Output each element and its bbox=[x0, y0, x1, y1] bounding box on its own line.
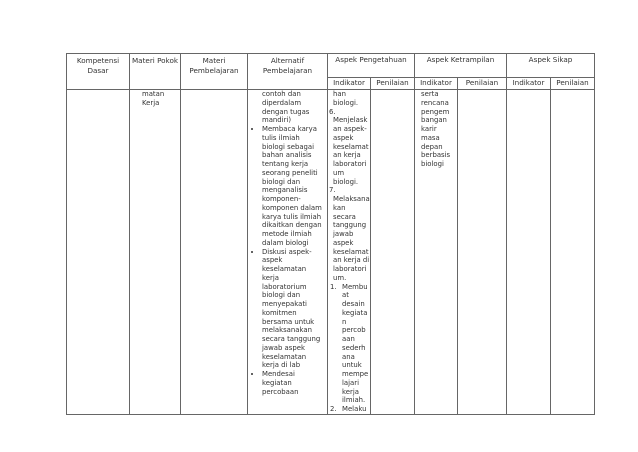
cell-alternatif-pembelajaran bbox=[248, 90, 328, 415]
alternatif-item-line: menyepakati bbox=[262, 300, 307, 308]
rpp-table bbox=[66, 53, 595, 415]
alternatif-item-line: melaksanakan bbox=[262, 326, 312, 335]
alternatif-item-line: komitmen bbox=[262, 308, 297, 317]
pengetahuan-subitem-line: percob bbox=[342, 326, 366, 335]
ketrampilan-line: rencana bbox=[421, 98, 449, 107]
pengetahuan-subitem-line: kegiata bbox=[342, 308, 368, 317]
pengetahuan-item-line: an kerja bbox=[333, 151, 361, 160]
pengetahuan-item-line: tanggung bbox=[333, 221, 367, 230]
pengetahuan-item-line: um. bbox=[333, 273, 347, 282]
pengetahuan-subitem-line: Membu bbox=[342, 282, 368, 291]
alternatif-item-line: percobaan bbox=[262, 387, 299, 396]
alternatif-item-line: seorang peneliti bbox=[262, 168, 318, 177]
pengetahuan-subitem-line: lajari bbox=[342, 378, 360, 387]
header-alternatif-pembelajaran: Alternatif Pembelajaran bbox=[248, 54, 328, 90]
cell-kompetensi-dasar bbox=[67, 90, 130, 415]
alternatif-item-line: • Diskusi aspek- bbox=[262, 247, 312, 256]
alternatif-item-line: bahan analisis bbox=[262, 151, 312, 160]
cell-penilaian-pengetahuan bbox=[371, 90, 415, 415]
alternatif-item-line: komponen- bbox=[262, 195, 301, 203]
pengetahuan-item-line: aspek bbox=[333, 238, 354, 247]
pengetahuan-subitem-line: kerja bbox=[342, 387, 359, 396]
alternatif-item-line: jawab aspek bbox=[262, 343, 305, 352]
cell-indikator-ketrampilan bbox=[415, 90, 458, 415]
alternatif-item-line: komponen dalam bbox=[262, 203, 322, 212]
cell-materi-pembelajaran bbox=[181, 90, 248, 415]
alternatif-line: contoh dan bbox=[262, 90, 301, 98]
alternatif-bullet-item bbox=[262, 248, 325, 371]
alternatif-item-line: • Mendesai bbox=[262, 370, 295, 378]
pengetahuan-subitem-line: ana bbox=[342, 352, 355, 361]
pengetahuan-subitem-line: aan bbox=[342, 335, 355, 343]
pengetahuan-item-line: biologi. bbox=[333, 177, 359, 186]
pengetahuan-item-number: 6. bbox=[329, 107, 336, 116]
alternatif-item-line: kerja di lab bbox=[262, 361, 301, 370]
pengetahuan-item-line: kan secara bbox=[333, 203, 356, 221]
alternatif-item-line: tulis ilmiah bbox=[262, 133, 300, 142]
pengetahuan-item-line: keselamat bbox=[333, 247, 369, 256]
pengetahuan-subitem-line: at bbox=[342, 291, 349, 300]
alternatif-item-line: biologi sebagai bbox=[262, 142, 315, 151]
ketrampilan-line: serta bbox=[421, 90, 439, 98]
alternatif-item-line: metode ilmiah bbox=[262, 230, 312, 238]
header-indikator-pengetahuan: Indikator bbox=[328, 78, 371, 90]
pengetahuan-item-line: laboratori bbox=[333, 160, 367, 168]
header-aspek-sikap: Aspek Sikap bbox=[507, 54, 595, 78]
pengetahuan-item-line: jawab bbox=[333, 230, 354, 238]
pengetahuan-subitem-number: 1. bbox=[330, 282, 337, 291]
materi-pokok-line: matan bbox=[142, 90, 165, 98]
pengetahuan-subitem-line: desain bbox=[342, 300, 365, 308]
alternatif-item-line: keselamatan bbox=[262, 352, 307, 361]
pengetahuan-subitem-line: Melaku bbox=[342, 405, 367, 413]
pengetahuan-item-line: an aspek- bbox=[333, 125, 367, 133]
ketrampilan-line: pengem bbox=[421, 107, 450, 116]
alternatif-bullet-item bbox=[262, 370, 325, 396]
header-materi-pembelajaran: Materi Pembelajaran bbox=[181, 54, 248, 90]
ketrampilan-line: biologi bbox=[421, 160, 444, 168]
alternatif-item-line: keselamatan bbox=[262, 265, 307, 273]
pengetahuan-item-line: keselamat bbox=[333, 142, 369, 151]
alternatif-item-line: biologi dan bbox=[262, 177, 301, 186]
cell-indikator-sikap bbox=[507, 90, 551, 415]
header-penilaian-ketrampilan: Penilaian bbox=[458, 78, 507, 90]
header-aspek-pengetahuan: Aspek Pengetahuan bbox=[328, 54, 415, 78]
alternatif-item-line: kerja bbox=[262, 273, 279, 282]
header-aspek-ketrampilan: Aspek Ketrampilan bbox=[415, 54, 507, 78]
header-penilaian-pengetahuan: Penilaian bbox=[371, 78, 415, 90]
ketrampilan-line: berbasis bbox=[421, 151, 451, 160]
alternatif-line: mandiri) bbox=[262, 116, 292, 125]
cell-penilaian-sikap bbox=[551, 90, 595, 415]
alternatif-line: diperdalam bbox=[262, 98, 302, 107]
pengetahuan-item-line: Melaksana bbox=[333, 195, 370, 203]
alternatif-item-line: dikaitkan dengan bbox=[262, 221, 322, 230]
pengetahuan-subitem-line: n bbox=[342, 317, 347, 326]
alternatif-item-line: karya tulis ilmiah bbox=[262, 212, 322, 221]
alternatif-item-line: biologi dan bbox=[262, 291, 301, 300]
pengetahuan-item bbox=[329, 108, 370, 187]
alternatif-item-line: aspek bbox=[262, 256, 283, 265]
alternatif-bullet-item bbox=[262, 125, 325, 248]
pengetahuan-subitem bbox=[329, 405, 370, 414]
header-indikator-ketrampilan: Indikator bbox=[415, 78, 458, 90]
pengetahuan-item-line: an kerja di bbox=[333, 256, 370, 265]
pengetahuan-line: han bbox=[333, 90, 346, 98]
header-penilaian-sikap: Penilaian bbox=[551, 78, 595, 90]
materi-pokok-line: Kerja bbox=[142, 98, 160, 107]
alternatif-line: dengan tugas bbox=[262, 107, 310, 116]
ketrampilan-line: depan bbox=[421, 142, 443, 151]
pengetahuan-item-line: aspek bbox=[333, 133, 354, 142]
pengetahuan-subitem-line: ilmiah. bbox=[342, 396, 366, 405]
ketrampilan-line: karir bbox=[421, 125, 437, 133]
pengetahuan-subitem-number: 2. bbox=[330, 405, 337, 413]
cell-penilaian-ketrampilan bbox=[458, 90, 507, 415]
pengetahuan-subitem-line: mempe bbox=[342, 370, 369, 378]
pengetahuan-subitem-line: untuk bbox=[342, 361, 362, 370]
alternatif-item-line: bersama untuk bbox=[262, 317, 315, 326]
cell-materi-pokok bbox=[130, 90, 181, 415]
pengetahuan-item-line: Menjelask bbox=[333, 116, 368, 125]
alternatif-item-line: kegiatan bbox=[262, 378, 292, 387]
ketrampilan-line: bangan bbox=[421, 116, 447, 125]
header-indikator-sikap: Indikator bbox=[507, 78, 551, 90]
header-materi-pokok: Materi Pokok bbox=[130, 54, 181, 90]
pengetahuan-subitem bbox=[329, 283, 370, 406]
alternatif-item-line: laboratorium bbox=[262, 282, 307, 291]
alternatif-item-line: • Membaca karya bbox=[262, 125, 317, 133]
pengetahuan-subitem-line: sederh bbox=[342, 343, 366, 352]
alternatif-item-line: menganalisis bbox=[262, 186, 308, 195]
header-kompetensi-dasar: Kompetensi Dasar bbox=[67, 54, 130, 90]
pengetahuan-line: biologi. bbox=[333, 98, 359, 107]
cell-indikator-pengetahuan bbox=[328, 90, 371, 415]
alternatif-item-line: dalam biologi bbox=[262, 238, 309, 247]
ketrampilan-line: masa bbox=[421, 133, 440, 142]
pengetahuan-item-line: laboratori bbox=[333, 265, 367, 273]
pengetahuan-item-number: 7. bbox=[329, 186, 336, 195]
alternatif-item-line: tentang kerja bbox=[262, 160, 309, 168]
pengetahuan-item bbox=[329, 186, 370, 282]
pengetahuan-item-line: um bbox=[333, 168, 345, 177]
alternatif-item-line: secara tanggung bbox=[262, 335, 321, 343]
